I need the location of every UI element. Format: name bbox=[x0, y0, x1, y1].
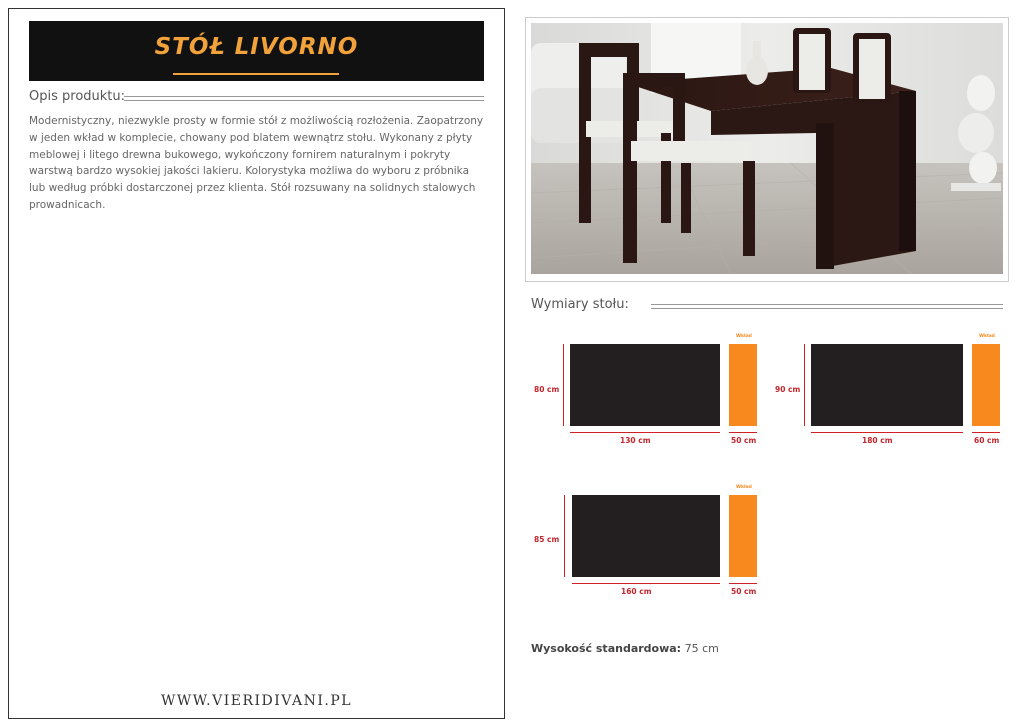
description-heading-rule bbox=[124, 96, 484, 101]
length-line bbox=[570, 432, 720, 433]
title-bar bbox=[29, 21, 484, 81]
dimension-diagram-1 bbox=[530, 332, 765, 450]
depth-label: 85 cm bbox=[534, 535, 560, 544]
title-underline bbox=[173, 73, 339, 75]
table-top-shape bbox=[811, 344, 963, 426]
insert-line bbox=[729, 583, 757, 584]
insert-line bbox=[729, 432, 757, 433]
length-label: 160 cm bbox=[621, 587, 652, 596]
insert-shape bbox=[729, 495, 757, 577]
insert-caption: Wkład bbox=[736, 485, 752, 490]
depth-label: 80 cm bbox=[534, 385, 560, 394]
description-heading: Opis produktu: bbox=[29, 89, 126, 104]
website-url: WWW.VIERIDIVANI.PL bbox=[160, 693, 353, 709]
standard-height-value: 75 cm bbox=[684, 642, 719, 655]
insert-shape bbox=[972, 344, 1000, 426]
standard-height-label: Wysokość standardowa: bbox=[531, 642, 682, 655]
dimension-diagram-2 bbox=[773, 332, 1008, 450]
length-label: 130 cm bbox=[620, 436, 651, 445]
insert-line bbox=[972, 432, 1000, 433]
depth-label: 90 cm bbox=[775, 385, 801, 394]
insert-label: 50 cm bbox=[731, 436, 757, 445]
dimension-diagram-3 bbox=[530, 483, 765, 601]
depth-line bbox=[564, 495, 565, 577]
dimensions-heading-rule bbox=[651, 304, 1003, 309]
description-panel bbox=[8, 8, 505, 719]
depth-line bbox=[804, 344, 805, 426]
insert-label: 60 cm bbox=[974, 436, 1000, 445]
product-photo-frame bbox=[525, 17, 1009, 282]
insert-shape bbox=[729, 344, 757, 426]
length-line bbox=[572, 583, 720, 584]
length-label: 180 cm bbox=[862, 436, 893, 445]
insert-caption: Wkład bbox=[979, 334, 995, 339]
product-title: STÓŁ LIVORNO bbox=[154, 34, 359, 60]
table-top-shape bbox=[570, 344, 720, 426]
product-photo bbox=[531, 23, 1003, 274]
description-text: Modernistyczny, niezwykle prosty w formie stół z możliwością rozłożenia. Zaopatrzony w jeden wkład w komplecie, chowany pod blatem wewnątrz stołu. Wykonany z płyty meblowej i litego drewna bukowego, wykończony fornirem naturalnym i pokryty warstwą bardzo wysokiej jakości lakieru. Kolorystyka możliwa do wyboru z próbnika lub według próbki dostarczonej przez klienta. Stół rozsuwany na solidnych stalowych prowadnicach. bbox=[29, 115, 484, 211]
insert-caption: Wkład bbox=[736, 334, 752, 339]
length-line bbox=[811, 432, 963, 433]
table-top-shape bbox=[572, 495, 720, 577]
dimensions-heading: Wymiary stołu: bbox=[531, 297, 629, 312]
depth-line bbox=[563, 344, 564, 426]
insert-label: 50 cm bbox=[731, 587, 757, 596]
dining-table-photo bbox=[531, 23, 1003, 274]
standard-height bbox=[531, 642, 719, 655]
